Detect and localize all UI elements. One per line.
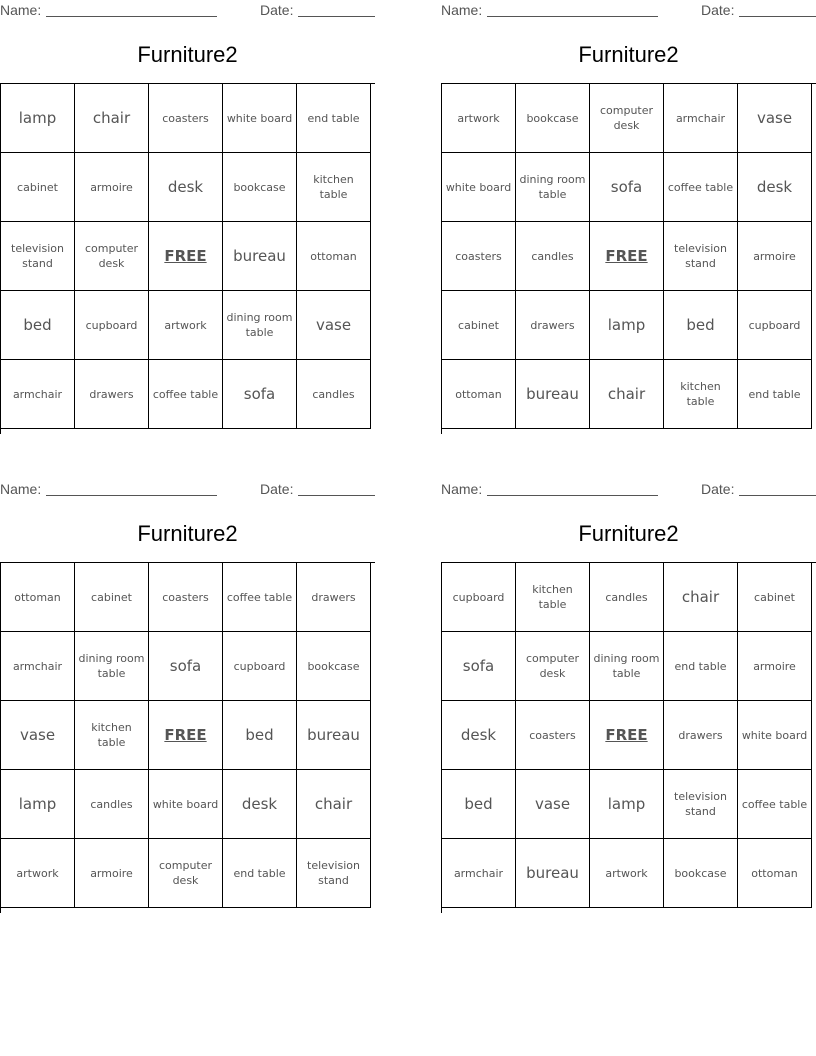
bingo-cell: armoire bbox=[75, 839, 149, 908]
bingo-cell: white board bbox=[149, 770, 223, 839]
bingo-cell: vase bbox=[516, 770, 590, 839]
bingo-cell: candles bbox=[297, 360, 371, 429]
bingo-cell: television stand bbox=[297, 839, 371, 908]
bingo-cell: armchair bbox=[442, 839, 516, 908]
bingo-cell: cabinet bbox=[738, 563, 812, 632]
bingo-cell: candles bbox=[75, 770, 149, 839]
name-label: Name: bbox=[0, 481, 42, 497]
bingo-cell: white board bbox=[738, 701, 812, 770]
name-blank-line bbox=[487, 16, 658, 17]
card-title: Furniture2 bbox=[578, 521, 679, 546]
date-label: Date: bbox=[701, 2, 735, 18]
bingo-cell: lamp bbox=[590, 770, 664, 839]
bingo-grid bbox=[441, 562, 816, 913]
bingo-cell: armchair bbox=[1, 632, 75, 701]
bingo-cell: computer desk bbox=[149, 839, 223, 908]
bingo-cell: bed bbox=[442, 770, 516, 839]
name-label: Name: bbox=[441, 2, 483, 18]
date-label: Date: bbox=[260, 2, 294, 18]
bingo-cell: bookcase bbox=[516, 84, 590, 153]
bingo-cell: desk bbox=[223, 770, 297, 839]
date-label: Date: bbox=[260, 481, 294, 497]
bingo-cell: drawers bbox=[664, 701, 738, 770]
bingo-cell: dining room table bbox=[516, 153, 590, 222]
bingo-cell: kitchen table bbox=[75, 701, 149, 770]
bingo-cell: dining room table bbox=[75, 632, 149, 701]
bingo-cell: cupboard bbox=[442, 563, 516, 632]
free-space: FREE bbox=[149, 701, 223, 770]
free-space: FREE bbox=[590, 222, 664, 291]
bingo-cell: cabinet bbox=[442, 291, 516, 360]
bingo-cell: kitchen table bbox=[516, 563, 590, 632]
date-blank-line bbox=[298, 16, 375, 17]
card-title: Furniture2 bbox=[137, 521, 238, 546]
date-blank-line bbox=[298, 495, 375, 496]
bingo-grid bbox=[441, 83, 816, 434]
bingo-cell: end table bbox=[738, 360, 812, 429]
bingo-cell: sofa bbox=[223, 360, 297, 429]
bingo-cell: lamp bbox=[590, 291, 664, 360]
name-label: Name: bbox=[0, 2, 42, 18]
bingo-cell: chair bbox=[664, 563, 738, 632]
name-blank-line bbox=[46, 16, 217, 17]
card-title: Furniture2 bbox=[137, 42, 238, 67]
bingo-cell: coasters bbox=[442, 222, 516, 291]
bingo-cell: cupboard bbox=[223, 632, 297, 701]
bingo-cell: desk bbox=[442, 701, 516, 770]
bingo-cell: dining room table bbox=[223, 291, 297, 360]
bingo-cell: armchair bbox=[664, 84, 738, 153]
bingo-cell: bookcase bbox=[223, 153, 297, 222]
name-blank-line bbox=[46, 495, 217, 496]
bingo-cell: lamp bbox=[1, 770, 75, 839]
bingo-cell: armchair bbox=[1, 360, 75, 429]
bingo-cell: white board bbox=[442, 153, 516, 222]
bingo-cell: chair bbox=[297, 770, 371, 839]
card-header bbox=[0, 481, 375, 499]
bingo-cell: coasters bbox=[149, 84, 223, 153]
bingo-cell: bureau bbox=[223, 222, 297, 291]
card-title: Furniture2 bbox=[578, 42, 679, 67]
bingo-grid bbox=[0, 83, 375, 434]
bingo-cell: artwork bbox=[149, 291, 223, 360]
bingo-cell: bureau bbox=[297, 701, 371, 770]
bingo-cell: kitchen table bbox=[297, 153, 371, 222]
bingo-cell: television stand bbox=[664, 770, 738, 839]
date-label: Date: bbox=[701, 481, 735, 497]
bingo-cell: bookcase bbox=[297, 632, 371, 701]
bingo-cell: armoire bbox=[75, 153, 149, 222]
bingo-cell: armoire bbox=[738, 222, 812, 291]
bingo-cell: end table bbox=[223, 839, 297, 908]
bingo-cell: computer desk bbox=[75, 222, 149, 291]
bingo-cell: cabinet bbox=[75, 563, 149, 632]
bingo-cell: chair bbox=[75, 84, 149, 153]
date-blank-line bbox=[739, 16, 816, 17]
name-blank-line bbox=[487, 495, 658, 496]
bingo-cell: sofa bbox=[442, 632, 516, 701]
bingo-cell: bureau bbox=[516, 360, 590, 429]
card-header bbox=[441, 2, 816, 20]
bingo-cell: bed bbox=[1, 291, 75, 360]
bingo-cell: end table bbox=[664, 632, 738, 701]
bingo-cell: drawers bbox=[297, 563, 371, 632]
bingo-cell: vase bbox=[1, 701, 75, 770]
bingo-cell: coasters bbox=[149, 563, 223, 632]
bingo-cell: cabinet bbox=[1, 153, 75, 222]
bingo-cell: coasters bbox=[516, 701, 590, 770]
bingo-cell: coffee table bbox=[738, 770, 812, 839]
bingo-cell: television stand bbox=[1, 222, 75, 291]
card-header bbox=[441, 481, 816, 499]
bingo-cell: bureau bbox=[516, 839, 590, 908]
bingo-grid bbox=[0, 562, 375, 913]
bingo-cell: cupboard bbox=[738, 291, 812, 360]
bingo-cell: candles bbox=[590, 563, 664, 632]
free-space: FREE bbox=[149, 222, 223, 291]
bingo-cell: computer desk bbox=[516, 632, 590, 701]
bingo-cell: sofa bbox=[149, 632, 223, 701]
bingo-cell: artwork bbox=[590, 839, 664, 908]
bingo-cell: bed bbox=[664, 291, 738, 360]
bingo-cell: chair bbox=[590, 360, 664, 429]
bingo-cell: computer desk bbox=[590, 84, 664, 153]
bingo-cell: ottoman bbox=[442, 360, 516, 429]
bingo-cell: artwork bbox=[442, 84, 516, 153]
bingo-cell: ottoman bbox=[297, 222, 371, 291]
bingo-cell: bed bbox=[223, 701, 297, 770]
bingo-cell: lamp bbox=[1, 84, 75, 153]
bingo-cell: candles bbox=[516, 222, 590, 291]
bingo-cell: armoire bbox=[738, 632, 812, 701]
name-label: Name: bbox=[441, 481, 483, 497]
bingo-cell: desk bbox=[738, 153, 812, 222]
bingo-cell: ottoman bbox=[1, 563, 75, 632]
bingo-cell: coffee table bbox=[223, 563, 297, 632]
bingo-cell: ottoman bbox=[738, 839, 812, 908]
bingo-cell: vase bbox=[297, 291, 371, 360]
bingo-cell: artwork bbox=[1, 839, 75, 908]
card-header bbox=[0, 2, 375, 20]
bingo-cell: coffee table bbox=[149, 360, 223, 429]
bingo-cell: dining room table bbox=[590, 632, 664, 701]
bingo-cell: drawers bbox=[516, 291, 590, 360]
bingo-cell: desk bbox=[149, 153, 223, 222]
bingo-cell: coffee table bbox=[664, 153, 738, 222]
bingo-cell: vase bbox=[738, 84, 812, 153]
bingo-cell: end table bbox=[297, 84, 371, 153]
bingo-cell: kitchen table bbox=[664, 360, 738, 429]
bingo-cell: white board bbox=[223, 84, 297, 153]
bingo-cell: sofa bbox=[590, 153, 664, 222]
bingo-cell: drawers bbox=[75, 360, 149, 429]
bingo-cell: television stand bbox=[664, 222, 738, 291]
bingo-cell: bookcase bbox=[664, 839, 738, 908]
free-space: FREE bbox=[590, 701, 664, 770]
date-blank-line bbox=[739, 495, 816, 496]
bingo-cell: cupboard bbox=[75, 291, 149, 360]
